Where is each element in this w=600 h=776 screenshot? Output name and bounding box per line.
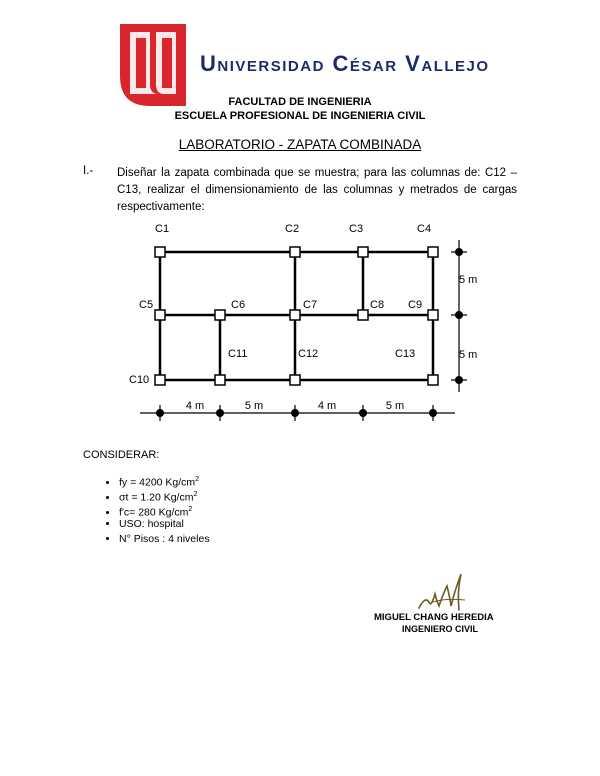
problem-statement: Diseñar la zapata combinada que se muestra; para las columnas de: C12 – C13, realizar el dimensionamiento de las columnas y metrados de cargas respectivamente:	[117, 167, 517, 213]
label-c4: C4	[417, 223, 432, 235]
faculty-title: FACULTAD DE INGENIERIA	[228, 96, 372, 108]
label-c11: C11	[228, 348, 248, 360]
column-c9	[428, 310, 438, 320]
dim-tick-4	[359, 409, 367, 417]
label-c2: C2	[285, 223, 300, 235]
label-c5: C5	[139, 299, 154, 311]
label-c12: C12	[298, 348, 319, 360]
column-c10	[155, 375, 165, 385]
column-c1	[155, 247, 165, 257]
label-c7: C7	[303, 299, 318, 311]
column-c7	[290, 310, 300, 320]
dim-tick-3	[291, 409, 299, 417]
university-name: Universidad César Vallejo	[200, 51, 490, 76]
column-c8	[358, 310, 368, 320]
label-c9: C9	[408, 299, 423, 311]
dim-v-tick-3	[455, 376, 463, 384]
dim-tick-5	[429, 409, 437, 417]
dim-v-tick-2	[455, 311, 463, 319]
label-c10: C10	[129, 374, 150, 386]
list-item: • USO: hospital	[119, 517, 210, 532]
considerations-list	[100, 472, 210, 547]
problem-number: I.-	[83, 165, 94, 177]
signature-name: MIGUEL CHANG HEREDIA	[374, 612, 494, 623]
school-title: ESCUELA PROFESIONAL DE INGENIERIA CIVIL	[174, 110, 426, 122]
column-c11	[215, 375, 225, 385]
dim-v-1: 5 m	[459, 274, 478, 286]
label-c8: C8	[370, 299, 385, 311]
list-item: • fy = 4200 $Kg/cm^2$	[119, 472, 210, 487]
label-c1: C1	[155, 223, 170, 235]
column-c13	[428, 375, 438, 385]
column-c12	[290, 375, 300, 385]
list-item: • N° Pisos : 4 niveles	[119, 532, 210, 547]
label-c13: C13	[395, 348, 416, 360]
dim-h-2: 5 m	[244, 400, 264, 412]
dim-h-4: 5 m	[385, 400, 405, 412]
dim-tick-1	[156, 409, 164, 417]
lab-title: LABORATORIO - ZAPATA COMBINADA	[178, 137, 422, 152]
list-item: • σt = 1.20 $Kg/cm^2$	[119, 487, 210, 502]
dim-h-1: 4 m	[185, 400, 205, 412]
signature-title: INGENIERO CIVIL	[402, 624, 479, 634]
column-c3	[358, 247, 368, 257]
signature-image	[417, 572, 467, 614]
column-c4	[428, 247, 438, 257]
label-c3: C3	[349, 223, 364, 235]
dim-v-tick-1	[455, 248, 463, 256]
considerations-heading: CONSIDERAR:	[83, 449, 160, 461]
label-c6: C6	[231, 299, 246, 311]
dim-v-2: 5 m	[459, 349, 478, 361]
list-item: • f'c= 280 $Kg/cm^2$	[119, 502, 210, 517]
dim-tick-2	[216, 409, 224, 417]
dim-h-3: 4 m	[317, 400, 337, 412]
column-c6	[215, 310, 225, 320]
column-c2	[290, 247, 300, 257]
column-c5	[155, 310, 165, 320]
